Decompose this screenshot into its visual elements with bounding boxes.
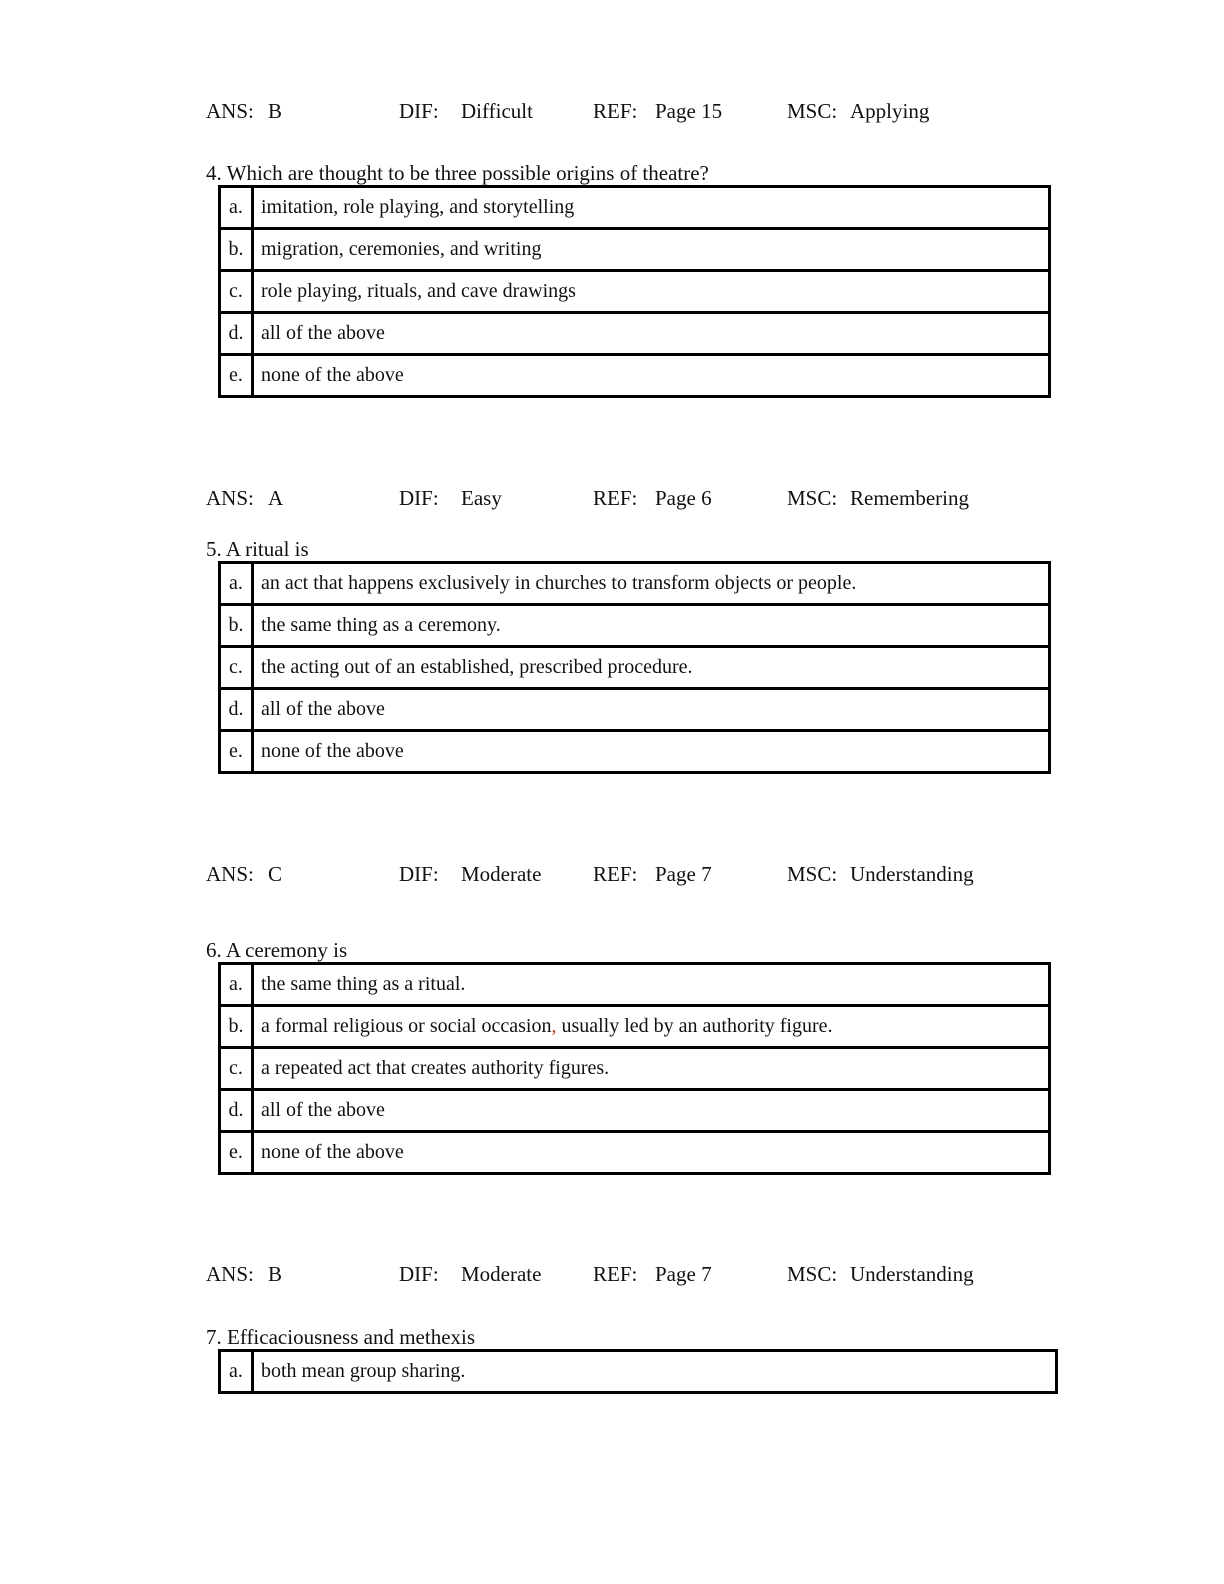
option-text: all of the above [253, 689, 1050, 731]
msc-value: Applying [850, 99, 930, 123]
option-row [220, 563, 1050, 605]
question-stem: 4. Which are thought to be three possible origins of theatre? [206, 161, 709, 185]
option-letter: d. [220, 1090, 253, 1132]
ans-label: ANS: [206, 1262, 254, 1286]
dif-label: DIF: [399, 99, 439, 123]
option-text: the acting out of an established, prescribed procedure. [253, 647, 1050, 689]
option-row [220, 229, 1050, 271]
ans-label: ANS: [206, 99, 254, 123]
option-letter: a. [220, 563, 253, 605]
option-letter: a. [220, 964, 253, 1006]
option-letter: b. [220, 605, 253, 647]
options-table [218, 1349, 1058, 1394]
option-text: a repeated act that creates authority figures. [253, 1048, 1050, 1090]
dif-label: DIF: [399, 486, 439, 510]
option-text: none of the above [253, 1132, 1050, 1174]
option-row [220, 605, 1050, 647]
ref-value: Page 7 [655, 862, 712, 886]
dif-label: DIF: [399, 1262, 439, 1286]
option-letter: b. [220, 229, 253, 271]
ref-label: REF: [593, 862, 638, 886]
option-text: imitation, role playing, and storytelling [253, 187, 1050, 229]
option-text: all of the above [253, 313, 1050, 355]
question-stem: 5. A ritual is [206, 537, 309, 561]
msc-label: MSC: [787, 486, 838, 510]
ans-value: B [268, 1262, 283, 1286]
option-letter: b. [220, 1006, 253, 1048]
option-row [220, 731, 1050, 773]
msc-value: Understanding [850, 862, 974, 886]
option-text: the same thing as a ceremony. [253, 605, 1050, 647]
options-table [218, 962, 1051, 1175]
option-text: migration, ceremonies, and writing [253, 229, 1050, 271]
msc-value: Understanding [850, 1262, 974, 1286]
option-text: all of the above [253, 1090, 1050, 1132]
option-row [220, 689, 1050, 731]
question-stem: 6. A ceremony is [206, 938, 348, 962]
options-table [218, 185, 1051, 398]
option-letter: d. [220, 689, 253, 731]
ref-value: Page 15 [655, 99, 723, 123]
dif-value: Moderate [461, 862, 542, 886]
option-row [220, 1006, 1050, 1048]
ref-value: Page 6 [655, 486, 712, 510]
ans-label: ANS: [206, 862, 254, 886]
option-letter: e. [220, 731, 253, 773]
option-row [220, 964, 1050, 1006]
option-text: none of the above [253, 355, 1050, 397]
ans-value: B [268, 99, 283, 123]
msc-value: Remembering [850, 486, 969, 510]
option-text: both mean group sharing. [253, 1351, 1057, 1393]
msc-label: MSC: [787, 99, 838, 123]
ans-label: ANS: [206, 486, 254, 510]
question-stem: 7. Efficaciousness and methexis [206, 1325, 476, 1349]
option-row [220, 187, 1050, 229]
answer-meta-row [206, 1262, 1106, 1288]
msc-label: MSC: [787, 862, 838, 886]
option-text-part: usually led by an authority figure. [556, 1015, 833, 1037]
answer-meta-row [206, 486, 1106, 512]
ref-label: REF: [593, 486, 638, 510]
dif-value: Difficult [461, 99, 533, 123]
option-row [220, 1351, 1057, 1393]
option-letter: c. [220, 1048, 253, 1090]
dif-label: DIF: [399, 862, 439, 886]
option-letter: a. [220, 187, 253, 229]
ans-value: A [268, 486, 284, 510]
option-letter: a. [220, 1351, 253, 1393]
option-text: none of the above [253, 731, 1050, 773]
options-table [218, 561, 1051, 774]
dif-value: Moderate [461, 1262, 542, 1286]
option-letter: d. [220, 313, 253, 355]
option-letter: c. [220, 647, 253, 689]
option-letter: e. [220, 355, 253, 397]
option-row [220, 313, 1050, 355]
option-text [253, 1006, 1050, 1048]
option-letter: c. [220, 271, 253, 313]
answer-meta-row [206, 99, 1106, 125]
highlighted-comma: , [551, 1015, 557, 1037]
option-letter: e. [220, 1132, 253, 1174]
option-text: role playing, rituals, and cave drawings [253, 271, 1050, 313]
answer-meta-row [206, 862, 1106, 888]
dif-value: Easy [461, 486, 502, 510]
option-row [220, 271, 1050, 313]
option-row [220, 1048, 1050, 1090]
option-row [220, 1132, 1050, 1174]
option-row [220, 647, 1050, 689]
msc-label: MSC: [787, 1262, 838, 1286]
option-row [220, 355, 1050, 397]
option-text-part: a formal religious or social occasion [261, 1015, 552, 1037]
ref-label: REF: [593, 1262, 638, 1286]
ref-label: REF: [593, 99, 638, 123]
ans-value: C [268, 862, 283, 886]
option-text: the same thing as a ritual. [253, 964, 1050, 1006]
option-row [220, 1090, 1050, 1132]
option-text: an act that happens exclusively in churches to transform objects or people. [253, 563, 1050, 605]
ref-value: Page 7 [655, 1262, 712, 1286]
